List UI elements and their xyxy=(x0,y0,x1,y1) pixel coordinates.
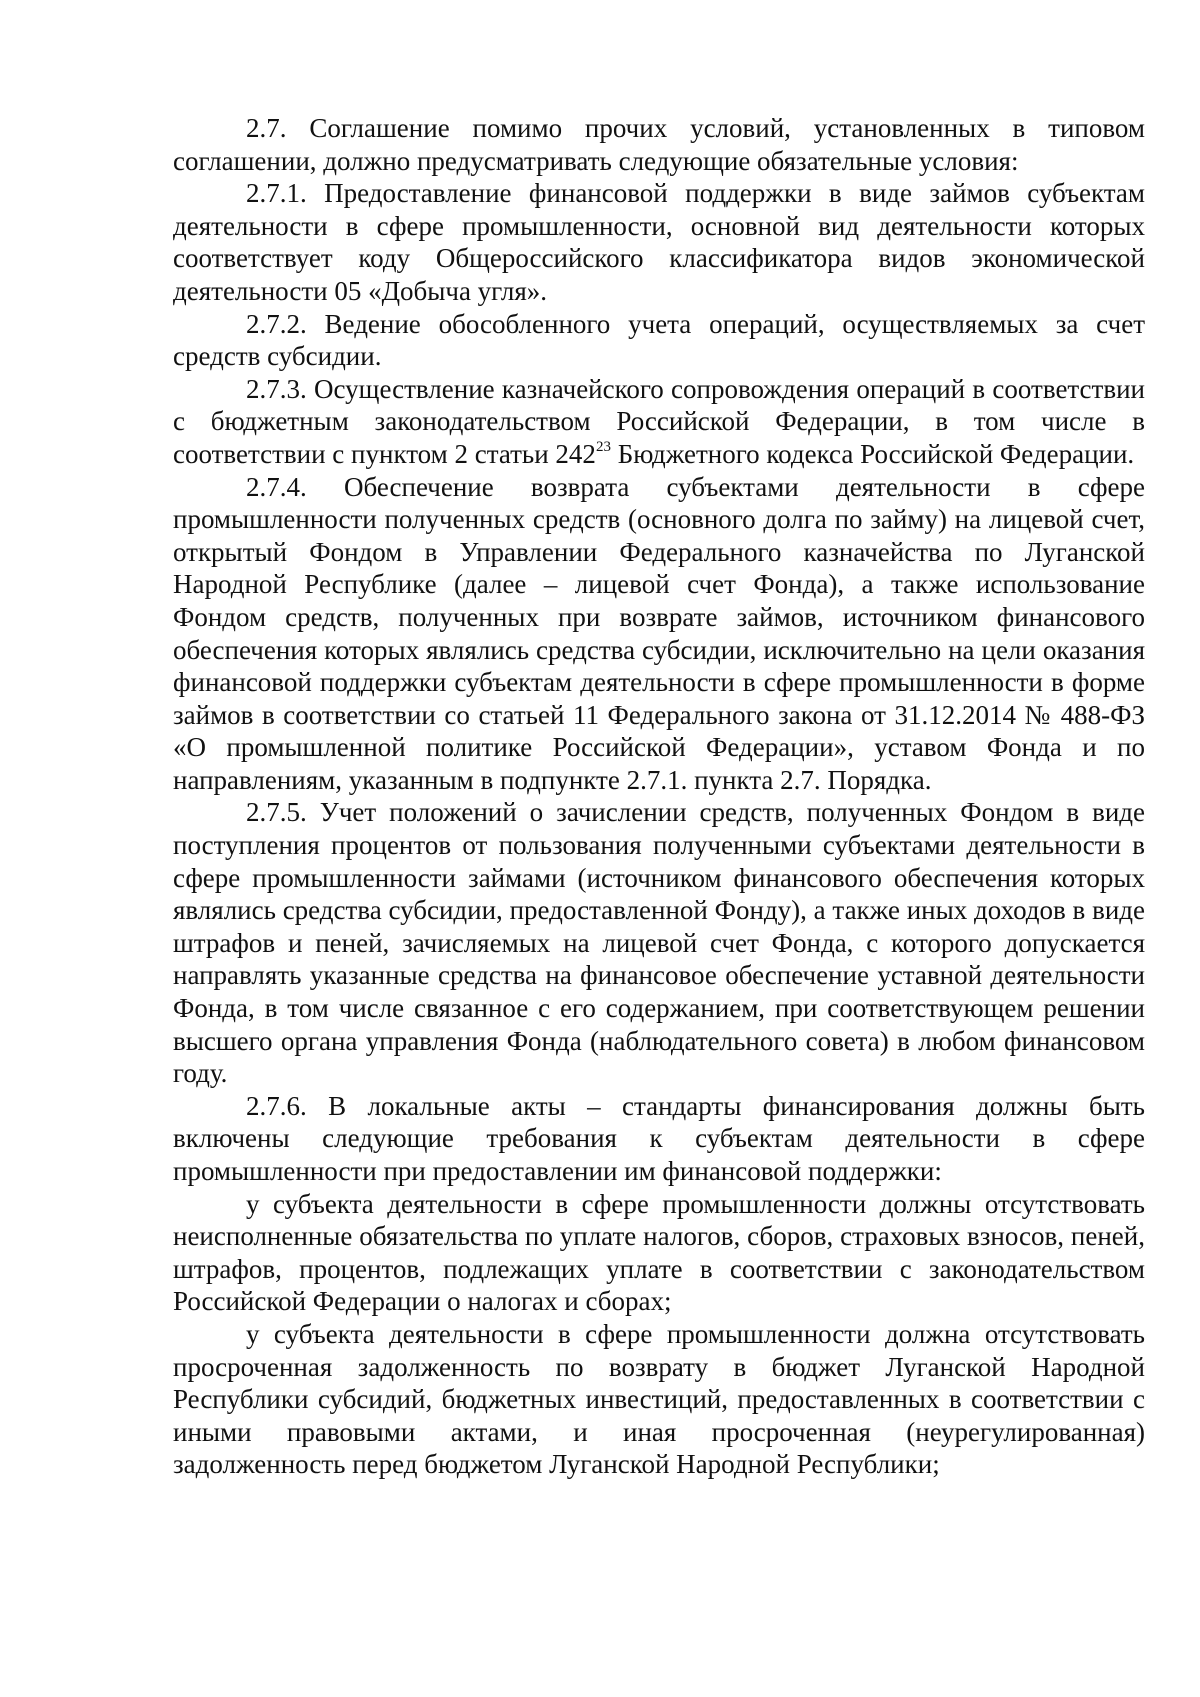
requirement-debt: у субъекта деятельности в сфере промышленности должна отсутствовать просроченная задолженность по возврату в бюджет Луганской Народной Республики субсидий, бюджетных инвестиций, предоставленных в соответствии с иными правовыми актами, и иная просроченная (неурегулированная) задолженность перед бюджетом Луганской Народной Республики; xyxy=(173,1318,1145,1480)
paragraph-2-7-2: 2.7.2. Ведение обособленного учета операций, осуществляемых за счет средств субсидии. xyxy=(173,308,1145,372)
paragraph-2-7-4: 2.7.4. Обеспечение возврата субъектами деятельности в сфере промышленности полученных средств (основного долга по займу) на лицевой счет, открытый Фондом в Управлении Федерального казначейства по Луганской Народной Республике (далее – лицевой счет Фонда), а также использование Фондом средств, полученных при возврате займов, источником финансового обеспечения которых являлись средства субсидии, исключительно на цели оказания финансовой поддержки субъектам деятельности в сфере промышленности в форме займов в соответствии со статьей 11 Федерального закона от 31.12.2014 № 488-ФЗ «О промышленной политике Российской Федерации», уставом Фонда и по направлениям, указанным в подпункте 2.7.1. пункта 2.7. Порядка. xyxy=(173,471,1145,795)
paragraph-2-7-3 xyxy=(173,373,1145,471)
paragraph-2-7-5: 2.7.5. Учет положений о зачислении средств, полученных Фондом в виде поступления процентов от пользования полученными субъектами деятельности в сфере промышленности займами (источником финансового обеспечения которых являлись средства субсидии, предоставленной Фонду), а также иных доходов в виде штрафов и пеней, зачисляемых на лицевой счет Фонда, с которого допускается направлять указанные средства на финансовое обеспечение уставной деятельности Фонда, в том числе связанное с его содержанием, при соответствующем решении высшего органа управления Фонда (наблюдательного совета) в любом финансовом году. xyxy=(173,797,1145,1089)
paragraph-2-7: 2.7. Соглашение помимо прочих условий, установленных в типовом соглашении, должно предусматривать следующие обязательные условия: xyxy=(173,113,1145,176)
paragraph-2-7-3-text: 2.7.3. Осуществление казначейского сопровождения операций в соответствии с бюджетным законодательством Российской Федерации, в том числе в соответствии с пунктом 2 статьи 242 xyxy=(173,373,1145,469)
paragraph-2-7-6: 2.7.6. В локальные акты – стандарты финансирования должны быть включены следующие требования к субъектам деятельности в сфере промышленности при предоставлении им финансовой поддержки: xyxy=(173,1090,1145,1186)
paragraph-2-7-1: 2.7.1. Предоставление финансовой поддержки в виде займов субъектам деятельности в сфере промышленности, основной вид деятельности которых соответствует коду Общероссийского классификатора видов экономической деятельности 05 «Добыча угля». xyxy=(173,178,1145,306)
requirement-taxes: у субъекта деятельности в сфере промышленности должны отсутствовать неисполненные обязательства по уплате налогов, сборов, страховых взносов, пеней, штрафов, процентов, подлежащих уплате в соответствии с законодательством Российской Федерации о налогах и сборах; xyxy=(173,1188,1145,1317)
paragraph-2-7-3-tail: Бюджетного кодекса Российской Федерации. xyxy=(610,438,1135,469)
article-superscript: 23 xyxy=(595,438,611,455)
document-body xyxy=(173,112,1145,1481)
